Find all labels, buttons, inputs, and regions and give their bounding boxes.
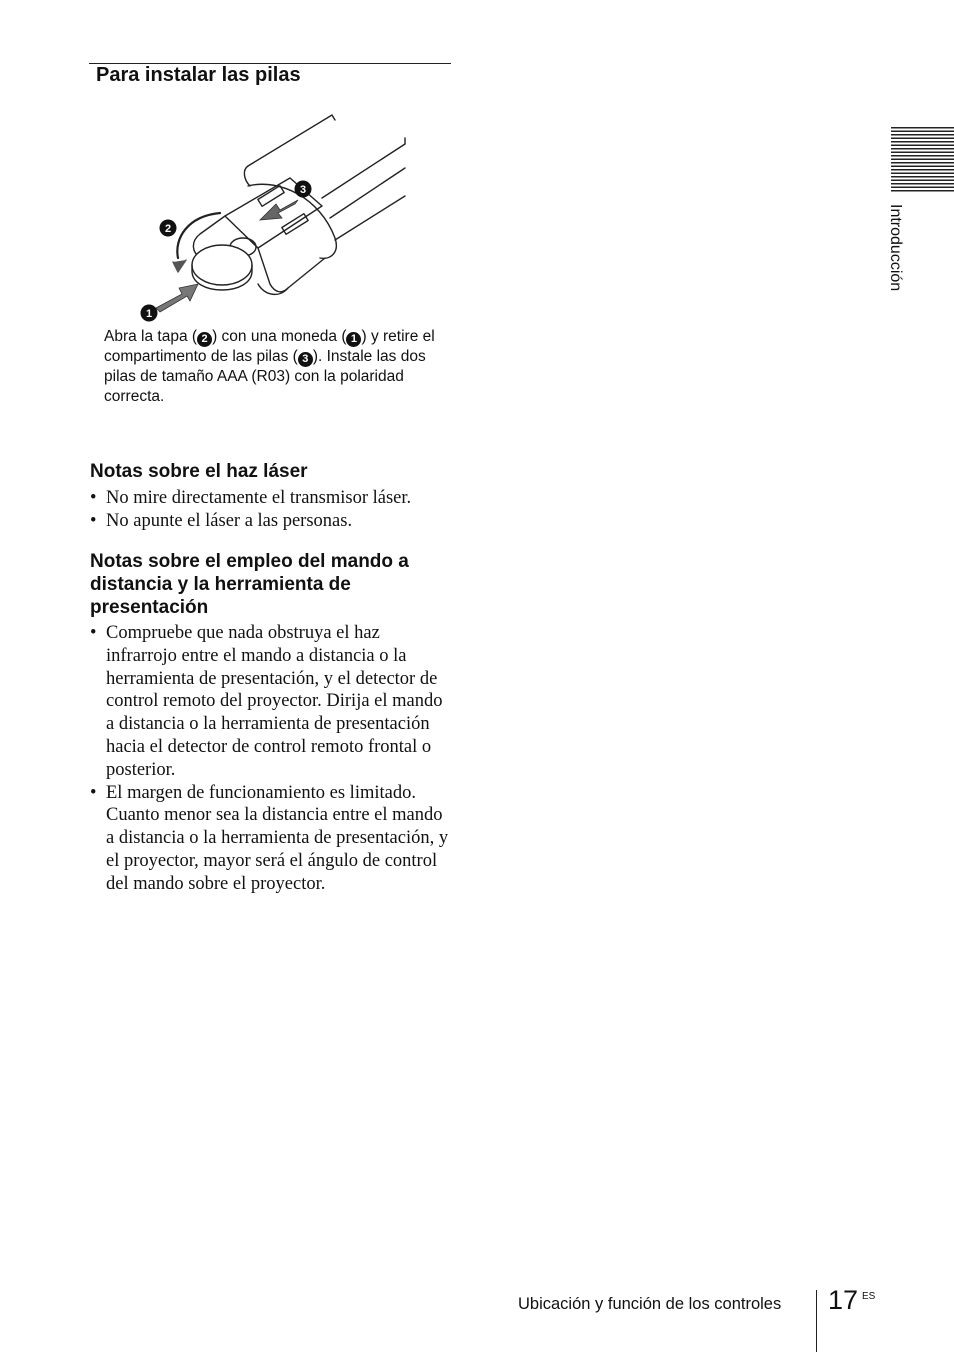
callout-3 [295,181,312,198]
list-item: • Compruebe que nada obstruya el haz infrarrojo entre el mando a distancia o la herramienta de presentación, y el detector de control remoto del proyector. Dirija el mando a distancia o la herramienta de presentación hacia el detector de control remoto frontal o posterior. [90,622,452,782]
chapter-tab-label: Introducción [887,204,904,292]
install-caption [104,327,444,406]
caption-text: ) y retire el compartimento de las pilas ( [104,328,435,365]
install-batteries-heading: Para instalar las pilas [96,64,301,86]
battery-install-illustration [130,108,420,328]
usage-notes-heading: Notas sobre el empleo del mando a distancia y la herramienta de presentación [90,551,409,618]
callout-number-1: 1 [346,332,361,347]
page-number: 17 [828,1285,859,1315]
svg-text:2: 2 [164,223,172,235]
chapter-tab-stripes [891,127,954,193]
chapter-tab [876,204,912,324]
caption-text: ) con una moneda ( [212,328,347,345]
callout-number-2: 2 [197,332,212,347]
caption-text: ). Instale las dos pilas de tamaño AAA (R03) con la polaridad correcta. [104,348,426,405]
footer-section-title: Ubicación y función de los controles [518,1295,782,1313]
callout-1 [141,305,158,322]
svg-text:1: 1 [145,308,153,320]
svg-text:3: 3 [299,184,307,196]
list-item: • El margen de funcionamiento es limitado. Cuanto menor sea la distancia entre el mando a distancia o la herramienta de presentación, y el proyector, mayor será el ángulo de control del mando sobre el proyector. [90,782,452,896]
page-language-code: ES [862,1291,876,1302]
list-item: • No mire directamente el transmisor láser. [90,487,460,510]
list-item: • No apunte el láser a las personas. [90,510,460,533]
callout-2 [160,220,177,237]
callout-number-3: 3 [298,352,313,367]
usage-notes-list [90,622,452,896]
caption-text: Abra la tapa ( [104,328,198,345]
laser-notes-heading: Notas sobre el haz láser [90,461,308,482]
footer-divider [816,1290,817,1352]
laser-notes-list [90,487,460,533]
